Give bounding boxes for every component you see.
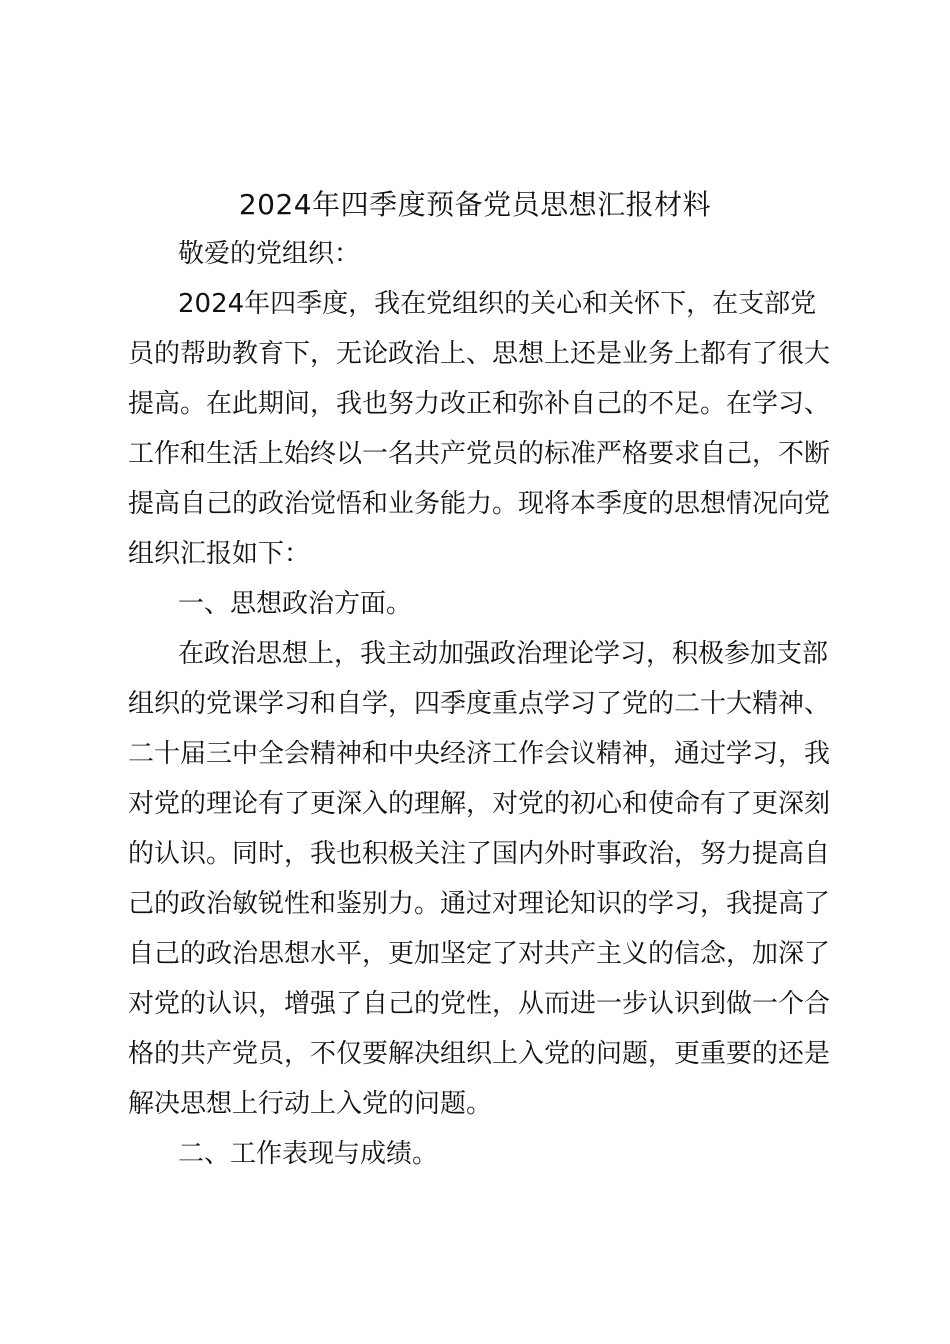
intro-line: 提高。在此期间，我也努力改正和弥补自己的不足。在学习、 — [128, 389, 831, 419]
section1-line: 对党的认识，增强了自己的党性，从而进一步认识到做一个合 — [128, 989, 831, 1019]
salutation: 敬爱的党组织： — [178, 239, 361, 269]
intro-line: 工作和生活上始终以一名共产党员的标准严格要求自己，不断 — [128, 439, 831, 469]
section1-line: 对党的理论有了更深入的理解，对党的初心和使命有了更深刻 — [128, 789, 831, 819]
section-heading: 一、思想政治方面。 — [178, 589, 413, 619]
intro-line: 员的帮助教育下，无论政治上、思想上还是业务上都有了很大 — [128, 339, 831, 369]
section1-line: 自己的政治思想水平，更加坚定了对共产主义的信念，加深了 — [128, 939, 831, 969]
intro-line: 组织汇报如下： — [128, 539, 311, 569]
intro-line: 2024年四季度，我在党组织的关心和关怀下，在支部党 — [178, 289, 817, 319]
section1-line: 二十届三中全会精神和中央经济工作会议精神，通过学习，我 — [128, 739, 831, 769]
section1-line: 解决思想上行动上入党的问题。 — [128, 1089, 493, 1119]
section1-line: 的认识。同时，我也积极关注了国内外时事政治，努力提高自 — [128, 839, 831, 869]
section1-line: 组织的党课学习和自学，四季度重点学习了党的二十大精神、 — [128, 689, 831, 719]
section1-line: 己的政治敏锐性和鉴别力。通过对理论知识的学习，我提高了 — [128, 889, 831, 919]
intro-line: 提高自己的政治觉悟和业务能力。现将本季度的思想情况向党 — [128, 489, 831, 519]
document-title: 2024年四季度预备党员思想汇报材料 — [238, 188, 712, 221]
section1-line: 在政治思想上，我主动加强政治理论学习，积极参加支部 — [178, 639, 829, 669]
section1-line: 格的共产党员，不仅要解决组织上入党的问题，更重要的还是 — [128, 1039, 831, 1069]
section-heading: 二、工作表现与成绩。 — [178, 1139, 439, 1169]
